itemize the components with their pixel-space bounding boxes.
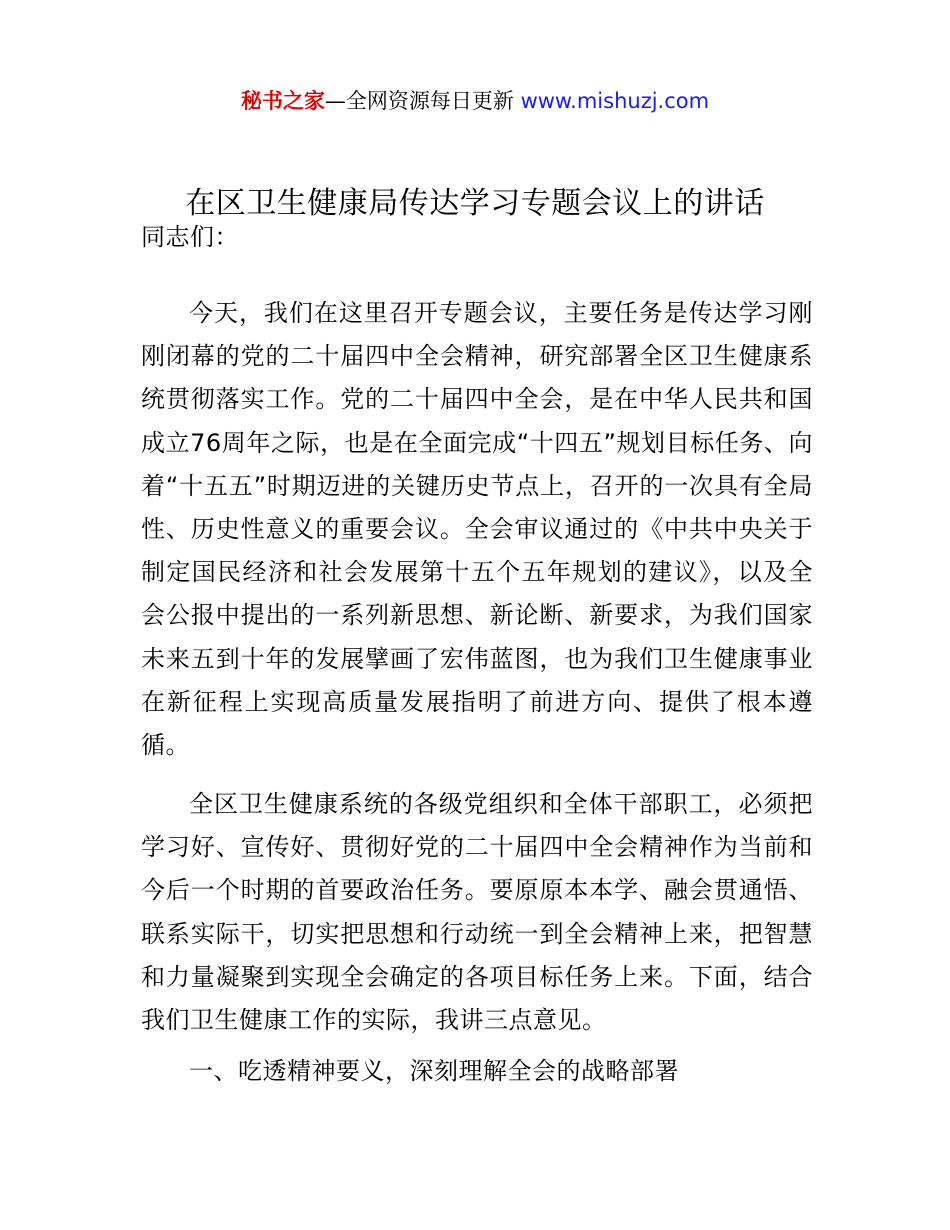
document-title: 在区卫生健康局传达学习专题会议上的讲话 — [185, 186, 765, 221]
salutation: 同志们： — [141, 223, 239, 251]
site-header — [0, 86, 950, 116]
site-name: 秘书之家 — [240, 89, 325, 113]
site-url-link[interactable]: www.mishuzj.com — [520, 89, 710, 113]
section-heading-1: 一、吃透精神要义，深刻理解全会的战略部署 — [189, 1057, 679, 1085]
paragraph-1: 今天，我们在这里召开专题会议，主要任务是传达学习刚刚闭幕的党的二十届四中全会精神，研究部署全区卫生健康系统贯彻落实工作。党的二十届四中全会，是在中华人民共和国成立76周年之际，也是在全面完成“十四五”规划目标任务、向着“十五五”时期迈进的关键历史节点上，召开的一次具有全局性、历史性意义的重要会议。全会审议通过的《中共中央关于制定国民经济和社会发展第十五个五年规划的建议》，以及全会公报中提出的一系列新思想、新论断、新要求，为我们国家未来五到十年的发展擘画了宏伟蓝图，也为我们卫生健康事业在新征程上实现高质量发展指明了前进方向、提供了根本遵循。 — [141, 299, 813, 760]
paragraph-2: 全区卫生健康系统的各级党组织和全体干部职工，必须把学习好、宣传好、贯彻好党的二十届四中全会精神作为当前和今后一个时期的首要政治任务。要原原本本学、融会贯通悟、联系实际干，切实把思想和行动统一到全会精神上来，把智慧和力量凝聚到实现全会确定的各项目标任务上来。下面，结合我们卫生健康工作的实际，我讲三点意见。 — [141, 790, 813, 1035]
site-tagline: —全网资源每日更新 — [324, 89, 521, 113]
